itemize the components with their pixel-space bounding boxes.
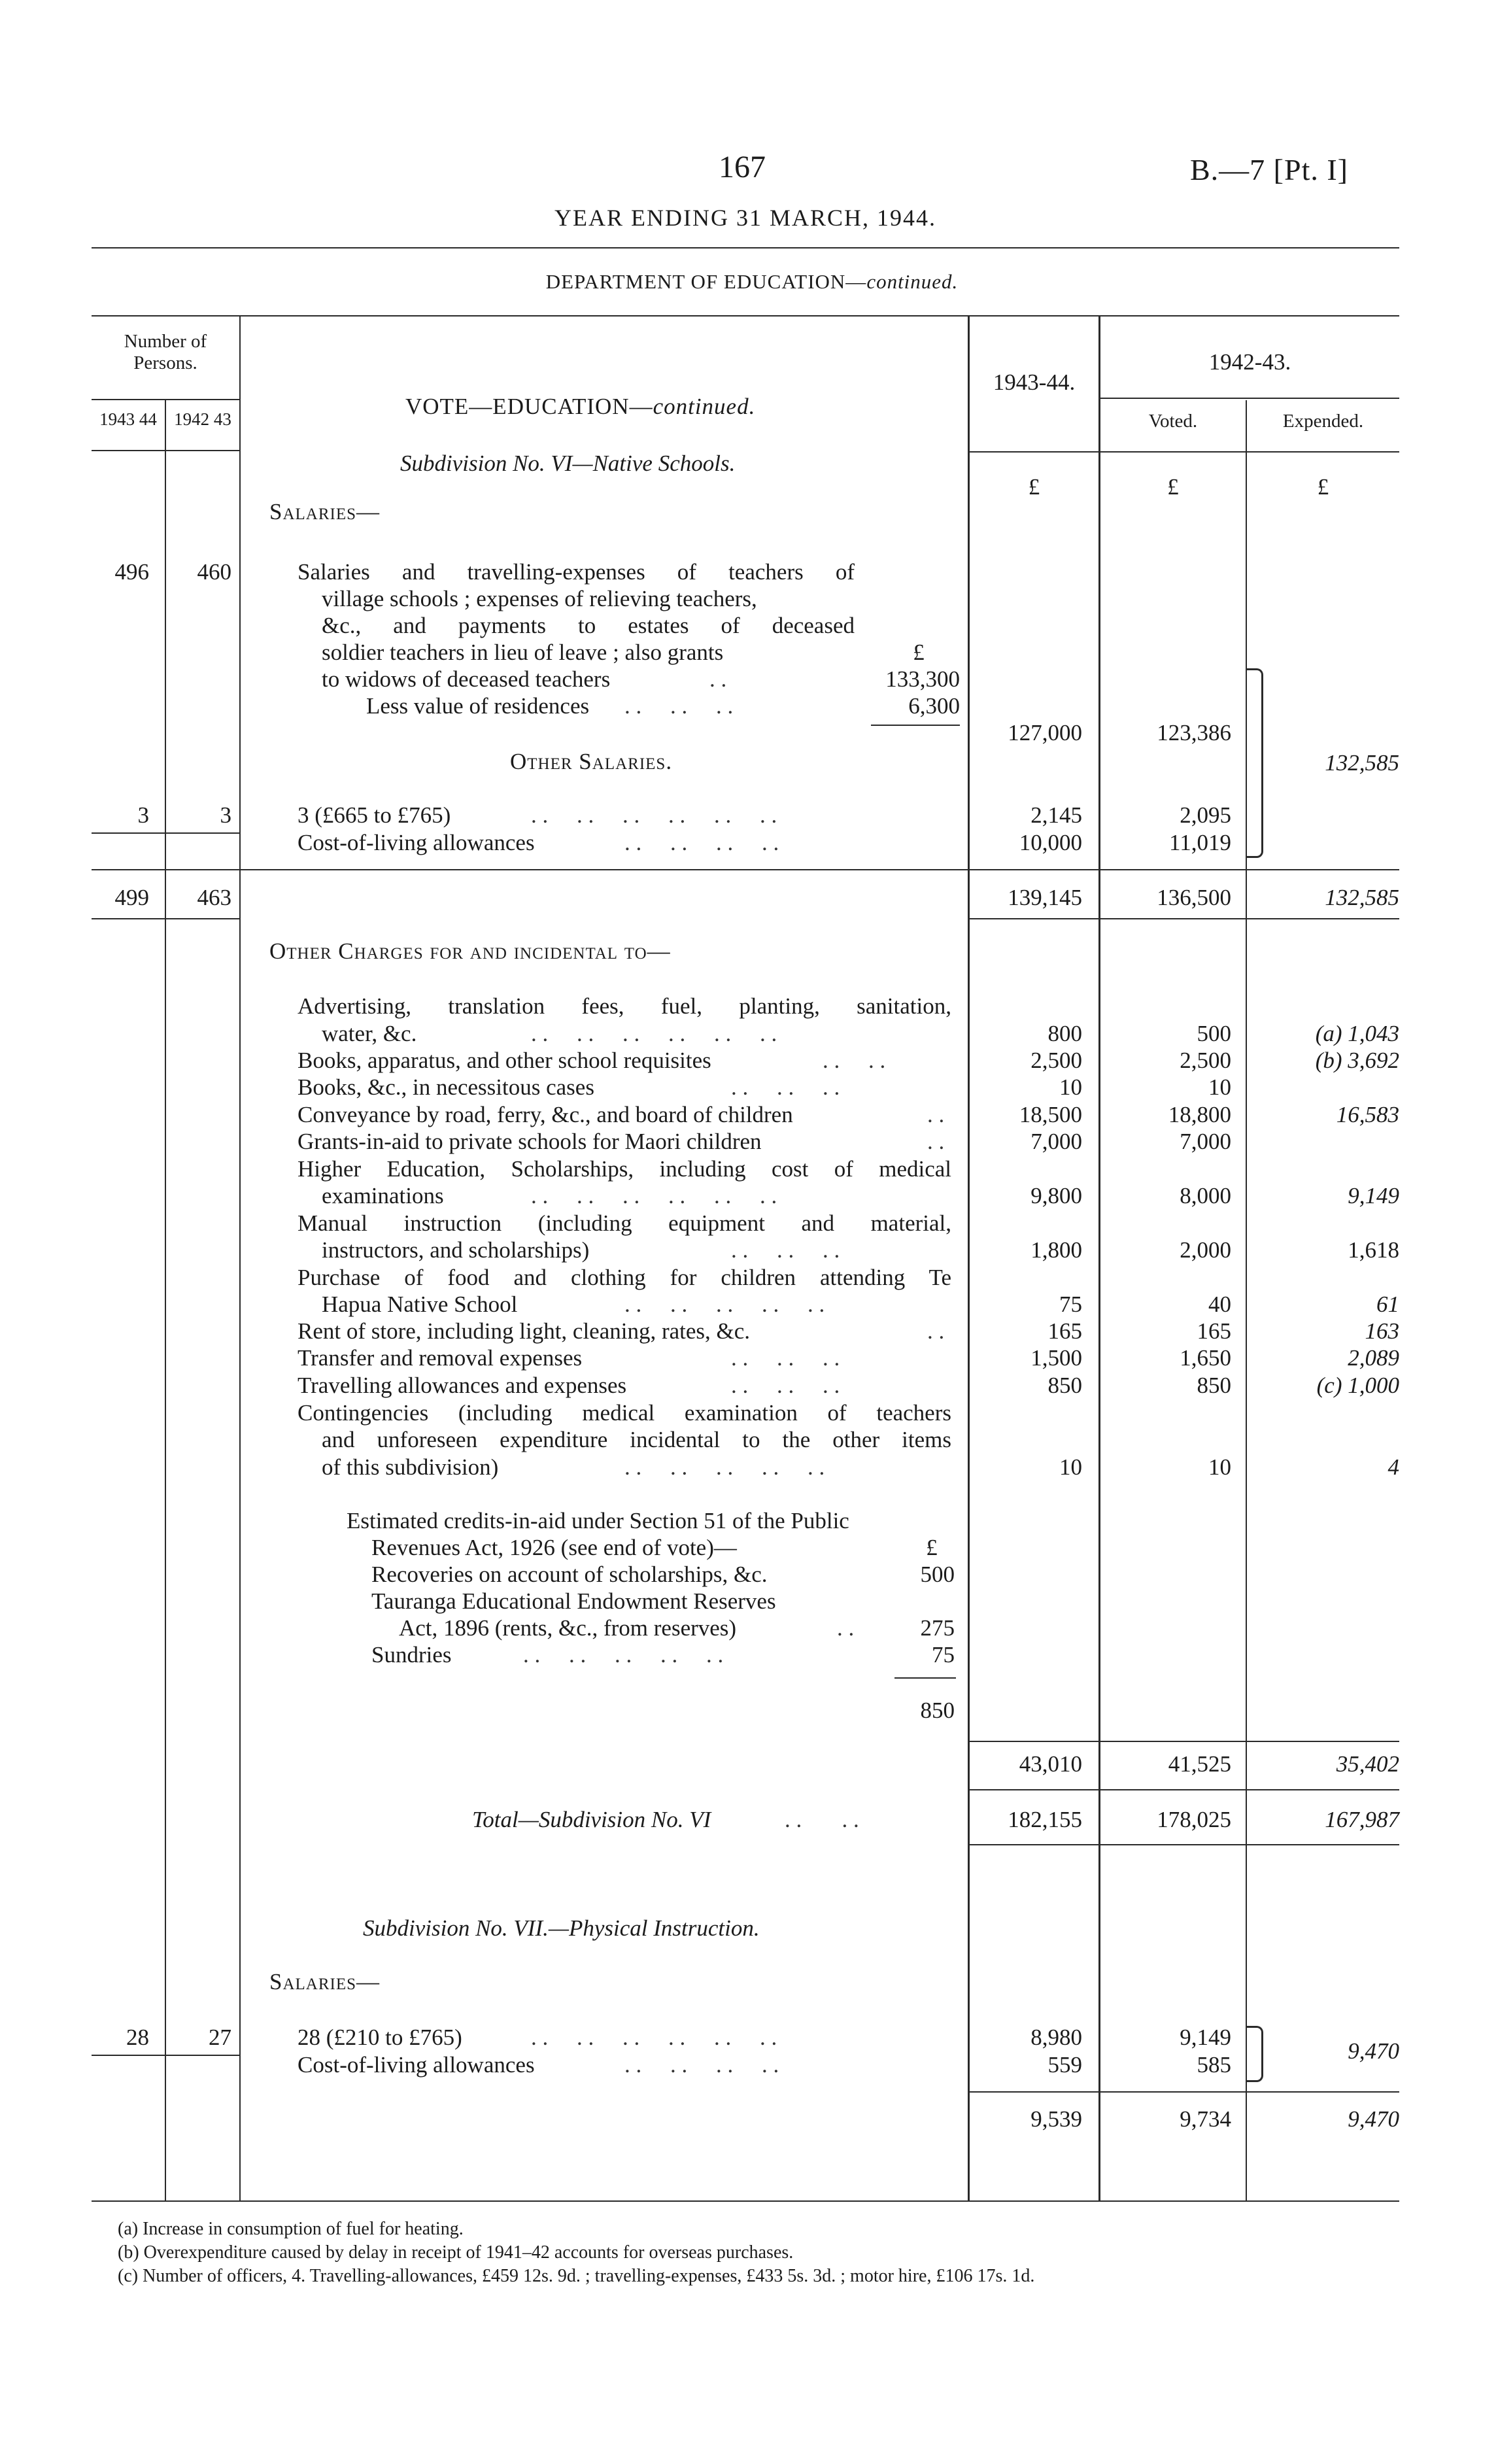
charge-line: Advertising, translation fees, fuel, planting, sanitation, — [298, 993, 951, 1019]
other-salary-label: 3 (£665 to £765) — [298, 802, 451, 828]
salaries-item-voted: 123,386 — [1157, 720, 1231, 745]
persons-row-rule — [92, 832, 239, 834]
charge-voted: 2,000 — [1180, 1237, 1231, 1263]
footnote: (b) Overexpenditure caused by delay in receipt of 1941–42 accounts for overseas purchases. — [118, 2242, 794, 2263]
credits-pound: £ — [926, 1535, 938, 1560]
leader-dots: . . . . . . . . . . — [624, 1292, 825, 1317]
salaries-total-expended: 132,585 — [1325, 885, 1399, 910]
sub7-row-1943: 559 — [1047, 2052, 1082, 2078]
sub7-total-expended: 9,470 — [1348, 2106, 1399, 2132]
footnote: (c) Number of officers, 4. Travelling-allowances, £459 12s. 9d. ; travelling-expenses, £433 5s. 3d. ; motor hire, £106 17s. 1d. — [118, 2266, 1035, 2286]
col-header-1943-44: 1943-44. — [993, 369, 1076, 395]
charge-voted: 165 — [1197, 1318, 1231, 1344]
leader-dots: . . — [927, 1129, 945, 1154]
charge-line: examinations — [322, 1183, 444, 1208]
charge-line: Grants-in-aid to private schools for Maori children — [298, 1129, 762, 1154]
other-salaries-label: Other Salaries. — [510, 749, 673, 774]
charge-expended: 163 — [1365, 1318, 1399, 1344]
other-salary-1943: 2,145 — [1030, 802, 1082, 828]
charge-expended: 1,618 — [1348, 1237, 1399, 1263]
department-continued: continued. — [866, 270, 959, 293]
charge-line: Transfer and removal expenses — [298, 1345, 583, 1371]
sub7-row-label: 28 (£210 to £765) — [298, 2025, 462, 2050]
credits-line-2: Revenues Act, 1926 (see end of vote)— — [371, 1535, 737, 1560]
charge-line: instructors, and scholarships) — [322, 1237, 590, 1263]
sub6-total-top-rule — [970, 1789, 1399, 1790]
persons-1942: 460 — [197, 559, 231, 585]
salaries-total-1943: 139,145 — [1008, 885, 1082, 910]
charge-line: of this subdivision) — [322, 1454, 499, 1480]
inner-pound: £ — [913, 640, 925, 665]
charge-voted: 10 — [1208, 1454, 1231, 1480]
leader-dots: . . — [709, 666, 727, 692]
charge-voted: 7,000 — [1180, 1129, 1231, 1154]
charge-voted: 1,650 — [1180, 1345, 1231, 1371]
charge-1943: 800 — [1047, 1021, 1082, 1046]
charge-voted: 10 — [1208, 1074, 1231, 1100]
charge-voted: 18,800 — [1168, 1102, 1231, 1127]
persons-1942: 3 — [220, 802, 231, 828]
col-header-expended: Expended. — [1282, 411, 1364, 432]
inner-amount-2: 6,300 — [908, 693, 960, 719]
leader-dots: . . . . . . . . . . . . — [531, 802, 777, 828]
leader-dots: . . . . . . — [731, 1074, 840, 1100]
sub6-total-bottom-rule — [970, 1844, 1399, 1845]
salaries-item-line-4: soldier teachers in lieu of leave ; also grants — [322, 640, 724, 665]
salaries-total-bottom-rule — [92, 918, 239, 919]
sub7-row-1943: 8,980 — [1030, 2025, 1082, 2050]
leader-dots: . . — [927, 1318, 945, 1344]
charge-expended: (c) 1,000 — [1316, 1373, 1399, 1398]
pound-1943: £ — [1028, 474, 1040, 500]
leader-dots: . . . . . . . . — [624, 830, 779, 855]
charge-voted: 8,000 — [1180, 1183, 1231, 1208]
salaries-total-voted: 136,500 — [1157, 885, 1231, 910]
charge-line: Rent of store, including light, cleaning, rates, &c. — [298, 1318, 751, 1344]
col-header-1942-rule — [1100, 398, 1399, 399]
col-header-bottom-rule — [970, 451, 1399, 453]
credits-total-rule — [894, 1677, 956, 1679]
credit-item-label: Recoveries on account of scholarships, &c. — [371, 1562, 768, 1587]
inner-amount-1: 133,300 — [885, 666, 960, 692]
persons-header: Number of Persons. — [124, 331, 207, 373]
salaries-item-1943: 127,000 — [1008, 720, 1082, 745]
leader-dots: . . . . . . . . — [624, 2052, 779, 2078]
pound-voted: £ — [1167, 474, 1179, 500]
table-top-rule — [92, 315, 1399, 317]
sub7-total-voted: 9,734 — [1180, 2106, 1231, 2132]
charge-1943: 9,800 — [1030, 1183, 1082, 1208]
leader-dots: . . . . . . . . . . — [523, 1642, 724, 1668]
charge-expended: 9,149 — [1348, 1183, 1399, 1208]
charge-line: Manual instruction (including equipment and material, — [298, 1210, 951, 1236]
persons-row-rule — [92, 2055, 239, 2056]
vote-title-continued: continued. — [653, 394, 756, 419]
leader-dots: . . . . . . . . . . . . — [531, 1183, 777, 1208]
col-divider-persons-right — [239, 315, 241, 2202]
sub6-total-1943: 182,155 — [1008, 1807, 1082, 1832]
table-bottom-rule — [92, 2200, 1399, 2202]
cost-of-living-label: Cost-of-living allowances — [298, 830, 535, 855]
sub7-salaries-label: Salaries— — [269, 1969, 381, 1994]
charge-line: Books, &c., in necessitous cases — [298, 1074, 594, 1100]
charge-expended: 61 — [1376, 1292, 1399, 1317]
leader-dots: . . . . . . . . . . . . — [531, 1021, 777, 1046]
charge-line: Hapua Native School — [322, 1292, 518, 1317]
charge-line: and unforeseen expenditure incidental to the other items — [322, 1427, 951, 1452]
charge-1943: 7,000 — [1030, 1129, 1082, 1154]
leader-dots: . . . . . . — [731, 1237, 840, 1263]
sub6-salaries-label: Salaries— — [269, 499, 381, 524]
sub7-row-voted: 9,149 — [1180, 2025, 1231, 2050]
other-charges-total-1943: 43,010 — [1019, 1751, 1082, 1777]
salaries-item-line-2: village schools ; expenses of relieving teachers, — [322, 586, 757, 611]
other-charges-total-expended: 35,402 — [1336, 1751, 1399, 1777]
persons-total-1943: 499 — [114, 885, 149, 910]
charge-1943: 2,500 — [1030, 1048, 1082, 1073]
other-charges-label: Other Charges for and incidental to— — [269, 938, 671, 964]
charge-1943: 1,800 — [1030, 1237, 1082, 1263]
persons-year-1942: 1942 43 — [174, 409, 231, 429]
credit-item-amount: 75 — [932, 1642, 955, 1668]
footnote: (a) Increase in consumption of fuel for heating. — [118, 2219, 464, 2239]
persons-1942: 27 — [209, 2025, 231, 2050]
charge-1943: 850 — [1047, 1373, 1082, 1398]
leader-dots: . . . . . . — [731, 1345, 840, 1371]
persons-total-1942: 463 — [197, 885, 231, 910]
charge-1943: 10 — [1059, 1454, 1082, 1480]
cost-of-living-1943: 10,000 — [1019, 830, 1082, 855]
salaries-item-line-5: to widows of deceased teachers — [322, 666, 611, 692]
persons-1943: 496 — [114, 559, 149, 585]
persons-1943: 3 — [137, 802, 149, 828]
sub6-total-label: Total—Subdivision No. VI — [472, 1807, 711, 1832]
charge-line: Higher Education, Scholarships, including cost of medical — [298, 1156, 951, 1182]
sub6-total-expended: 167,987 — [1325, 1807, 1399, 1832]
document-reference: B.—7 [Pt. I] — [1190, 153, 1348, 186]
credit-item-label: Act, 1896 (rents, &c., from reserves) — [399, 1615, 737, 1641]
charge-expended: 2,089 — [1348, 1345, 1399, 1371]
sub7-total-1943: 9,539 — [1030, 2106, 1082, 2132]
expended-brace — [1247, 668, 1263, 858]
charge-expended: 16,583 — [1336, 1102, 1399, 1127]
col-header-1942-43: 1942-43. — [1208, 349, 1291, 375]
year-heading: YEAR ENDING 31 MARCH, 1944. — [554, 205, 936, 231]
salaries-total-rule — [92, 869, 1399, 870]
vote-title-text: VOTE—EDUCATION— — [405, 394, 653, 419]
sub7-row-voted: 585 — [1197, 2052, 1231, 2078]
salaries-total-bottom-rule-right — [970, 918, 1399, 919]
charge-line: Purchase of food and clothing for children attending Te — [298, 1265, 951, 1290]
salaries-item-line-3: &c., and payments to estates of deceased — [322, 613, 855, 638]
charge-voted: 850 — [1197, 1373, 1231, 1398]
sub6-title: Subdivision No. VI—Native Schools. — [400, 451, 736, 476]
leader-dots: . . . . — [785, 1807, 859, 1832]
leader-dots: . . . . . . . . . . — [624, 1454, 825, 1480]
department-name: DEPARTMENT OF EDUCATION— — [545, 270, 867, 293]
less-residences: Less value of residences — [366, 693, 590, 719]
credit-item-label: Sundries — [371, 1642, 452, 1668]
sub6-total-voted: 178,025 — [1157, 1807, 1231, 1832]
sub7-title: Subdivision No. VII.—Physical Instruction. — [363, 1915, 760, 1941]
charge-expended: (b) 3,692 — [1315, 1048, 1399, 1073]
cost-of-living-voted: 11,019 — [1169, 830, 1231, 855]
persons-year-rule — [92, 450, 239, 451]
charge-1943: 75 — [1059, 1292, 1082, 1317]
pound-expended: £ — [1317, 474, 1329, 500]
persons-header-rule — [92, 399, 239, 400]
charge-voted: 500 — [1197, 1021, 1231, 1046]
leader-dots: . . — [927, 1102, 945, 1127]
leader-dots: . . . . — [823, 1048, 886, 1073]
leader-dots: . . . . . . . . . . . . — [531, 2025, 777, 2050]
charge-expended: 4 — [1387, 1454, 1399, 1480]
credits-total: 850 — [920, 1698, 955, 1723]
header-rule — [92, 247, 1399, 248]
charge-1943: 18,500 — [1019, 1102, 1082, 1127]
charge-1943: 1,500 — [1030, 1345, 1082, 1371]
other-charges-total-voted: 41,525 — [1168, 1751, 1231, 1777]
other-charges-total-rule — [970, 1741, 1399, 1742]
credit-item-amount: 500 — [920, 1562, 955, 1587]
charge-line: Travelling allowances and expenses — [298, 1373, 627, 1398]
charge-line: Conveyance by road, ferry, &c., and board of children — [298, 1102, 793, 1127]
charge-line: Books, apparatus, and other school requisites — [298, 1048, 711, 1073]
page-number: 167 — [719, 150, 766, 184]
department-heading — [392, 270, 1112, 294]
salaries-item-line-1: Salaries and travelling-expenses of teachers of — [298, 559, 855, 585]
credits-line-1: Estimated credits-in-aid under Section 51 of the Public — [347, 1508, 849, 1533]
persons-1943: 28 — [126, 2025, 149, 2050]
charge-voted: 40 — [1208, 1292, 1231, 1317]
charge-expended: (a) 1,043 — [1315, 1021, 1399, 1046]
vote-title — [405, 394, 755, 420]
other-salary-voted: 2,095 — [1180, 802, 1231, 828]
charge-1943: 10 — [1059, 1074, 1082, 1100]
charge-1943: 165 — [1047, 1318, 1082, 1344]
credit-item-amount: 275 — [920, 1615, 955, 1641]
leader-dots: . . . . . . — [731, 1373, 840, 1398]
sub7-total-top-rule — [970, 2091, 1399, 2093]
sub7-row-label: Cost-of-living allowances — [298, 2052, 535, 2078]
salaries-expended-bracket: 132,585 — [1325, 750, 1399, 776]
charge-line: water, &c. — [322, 1021, 417, 1046]
charge-voted: 2,500 — [1180, 1048, 1231, 1073]
inner-subtotal-rule — [871, 725, 960, 726]
col-divider-persons — [165, 400, 166, 2202]
credit-item-label: Tauranga Educational Endowment Reserves — [371, 1588, 776, 1614]
col-header-voted: Voted. — [1148, 411, 1198, 432]
leader-dots: . . — [837, 1615, 855, 1641]
persons-year-1943: 1943 44 — [99, 409, 157, 429]
charge-line: Contingencies (including medical examination of teachers — [298, 1400, 951, 1426]
sub7-expended-bracket: 9,470 — [1348, 2038, 1399, 2064]
expended-brace — [1247, 2026, 1263, 2082]
leader-dots: . . . . . . — [624, 693, 734, 719]
